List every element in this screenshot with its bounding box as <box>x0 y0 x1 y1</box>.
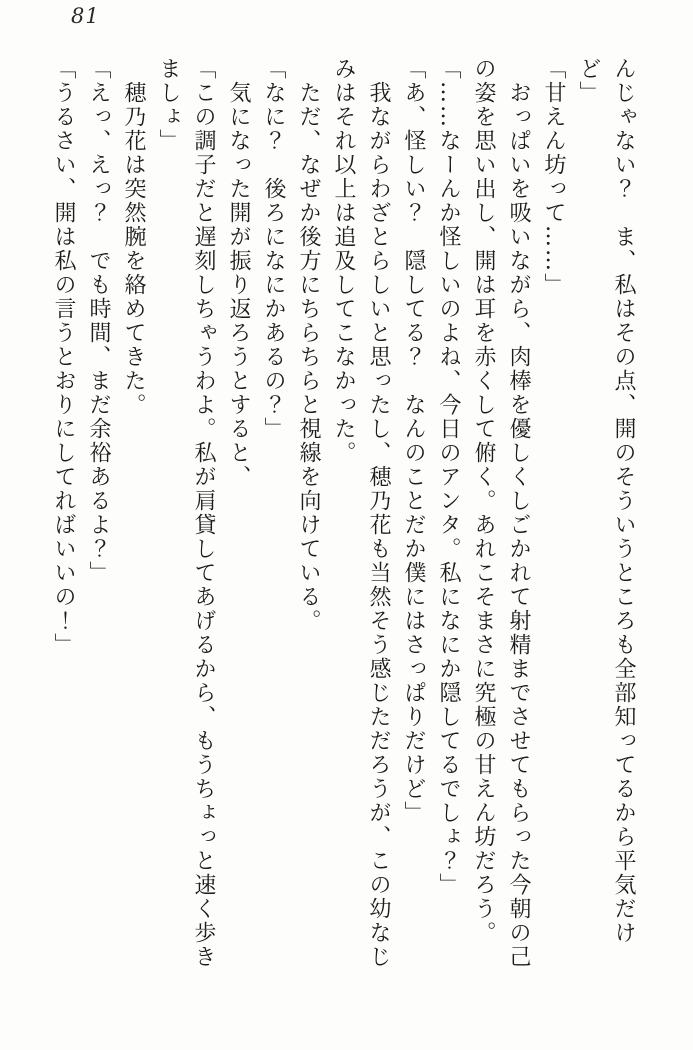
text-line: 「うるさい、開は私の言うとおりにしてればいいの！」 <box>51 57 76 657</box>
text-line: ど」 <box>576 57 601 105</box>
text-line: んじゃない？ ま、私はその点、開のそういうところも全部知ってるから平気だけ <box>611 57 636 945</box>
text-line: おっぱいを吸いながら、肉棒を優しくしごかれて射精までさせてもらった今朝の己 <box>506 57 531 969</box>
text-line: 「この調子だと遅刻しちゃうわよ。私が肩貸してあげるから、もうちょっと速く歩き <box>191 57 216 969</box>
vertical-text-block <box>46 57 641 973</box>
text-line: ましょ」 <box>156 57 181 153</box>
page-number: 81 <box>71 4 100 28</box>
text-line: みはそれ以上は追及してこなかった。 <box>331 57 356 465</box>
text-line: 穂乃花は突然腕を絡めてきた。 <box>121 57 146 417</box>
text-line: 「なに？ 後ろになにかあるの？」 <box>261 57 286 441</box>
text-line: 「あ、怪しい？ 隠してる？ なんのことだか僕にはさっぱりだけど」 <box>401 57 426 825</box>
text-line: の姿を思い出し、開は耳を赤くして俯く。あれこそまさに究極の甘えん坊だろう。 <box>471 57 496 945</box>
text-line: ただ、なぜか後方にちらちらと視線を向けている。 <box>296 57 321 633</box>
text-line: 「甘えん坊って……」 <box>541 57 566 297</box>
text-line: 気になった開が振り返ろうとすると、 <box>226 57 251 489</box>
text-line: 「……なーんか怪しいのよね、今日のアンタ。私になにか隠してるでしょ？」 <box>436 57 461 897</box>
text-line: 我ながらわざとらしいと思ったし、穂乃花も当然そう感じただろうが、この幼なじ <box>366 57 391 969</box>
text-line: 「えっ、えっ？ でも時間、まだ余裕あるよ？」 <box>86 57 111 585</box>
